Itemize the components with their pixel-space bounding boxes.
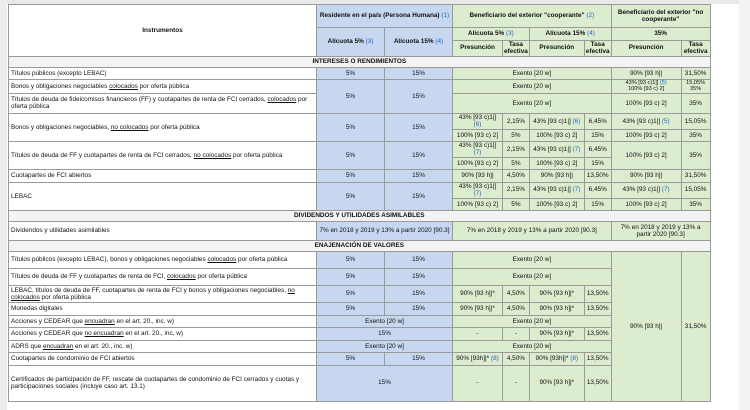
cell-presuncion: 90% [93 h]| bbox=[453, 170, 503, 183]
presuncion-text: 100% [93 c) 2] bbox=[628, 86, 665, 93]
cell-presuncion bbox=[529, 113, 584, 129]
row-label-text: Títulos de deuda de FF y cuotapartes de renta de FCI cerrados, bbox=[11, 151, 194, 159]
cell-presuncion-nocoop: 90% [93 h]| bbox=[611, 252, 681, 402]
cell-dash: - bbox=[503, 328, 530, 341]
cell-value: 15% bbox=[385, 182, 453, 210]
footnote-ref-8[interactable]: (8) bbox=[570, 355, 579, 363]
cell-value: 5% bbox=[317, 182, 385, 210]
section-dividendos: DIVIDENDOS Y UTILIDADES ASIMILABLES bbox=[9, 211, 711, 222]
row-label bbox=[9, 80, 317, 94]
cell-exento: Exento [20 w] bbox=[453, 93, 612, 113]
cell-tasa: 13,50% bbox=[584, 286, 611, 303]
footnote-ref-8[interactable]: (8) bbox=[490, 355, 499, 363]
table-row bbox=[9, 142, 711, 158]
row-label-text: Títulos de deuda de fideicomisos financieros (FF) y cuotapartes de renta de FCI cerrados, bbox=[11, 95, 268, 103]
cell-presuncion: 90% [93 h]| bbox=[611, 170, 681, 183]
cell-exento: Exento [20 w] bbox=[453, 315, 612, 328]
table-row bbox=[9, 67, 711, 80]
footnote-ref-4b[interactable]: (4) bbox=[587, 30, 595, 38]
row-label bbox=[9, 340, 317, 353]
header-cooperante bbox=[453, 5, 612, 28]
cell-tasa: 6,45% bbox=[584, 142, 611, 158]
cell-value: 5% bbox=[317, 269, 385, 286]
header-tasa-efectiva: Tasa efectiva bbox=[504, 40, 528, 55]
cell-exento: Exento [20 w] bbox=[453, 80, 612, 94]
footnote-ref-7[interactable]: (7) bbox=[572, 186, 581, 194]
cell-value: 15% bbox=[385, 67, 453, 80]
cell-presuncion: 100% [93 c) 2] bbox=[453, 129, 503, 142]
cell-presuncion: 90% [93 h]|* bbox=[453, 286, 503, 303]
cell-tasa: 15% bbox=[584, 198, 611, 211]
row-label bbox=[9, 286, 317, 303]
table-row bbox=[9, 182, 711, 198]
table-row bbox=[9, 113, 711, 129]
row-label: Títulos públicos (excepto LEBAC) bbox=[9, 67, 317, 80]
header-nocoop-text: Beneficiario del exterior "no cooperante" bbox=[617, 8, 704, 23]
header-residente bbox=[317, 5, 453, 28]
cell-tasa: 2,15% bbox=[503, 113, 530, 129]
presuncion-text: 43% [93 c)1|] bbox=[533, 186, 571, 194]
row-label: Dividendos y utilidades asimilables bbox=[9, 222, 317, 241]
cell-value: 15% bbox=[385, 170, 453, 183]
cell-tasa: 5% bbox=[503, 198, 530, 211]
cell-presuncion: 100% [93 c) 2] bbox=[529, 129, 584, 142]
cell-exento: Exento [20 w] bbox=[453, 269, 612, 286]
tax-rates-table bbox=[8, 4, 711, 402]
header-coop-alic5 bbox=[453, 28, 530, 41]
cell-tasa: 31,50% bbox=[681, 67, 710, 80]
cell-dividendos-coop: 7% en 2018 y 2019 y 13% a partir 2020 [90.3] bbox=[453, 222, 612, 241]
row-label-text: en el art. 20., inc. w) bbox=[114, 317, 175, 325]
presuncion-text: 43% [93 c)1|] bbox=[533, 117, 571, 125]
cell-tasa: 15,05% bbox=[681, 182, 710, 198]
row-label-text: LEBAC, títulos de deuda de FF, cuotapartes de renta de FCI y bonos y obligaciones negociables, bbox=[11, 286, 288, 294]
row-label-text: Acciones y CEDEAR que bbox=[11, 317, 85, 325]
header-coop-alic15 bbox=[529, 28, 611, 41]
row-label: Cuotapartes de condominio de FCI abiertos bbox=[9, 353, 317, 366]
row-label: Cuotapartes de FCI abiertos bbox=[9, 170, 317, 183]
footnote-ref-2[interactable]: (2) bbox=[586, 12, 595, 20]
cell-value: 15% bbox=[317, 365, 453, 401]
cell-dividendos-nocoop: 7% en 2018 y 2019 y 13% a partir 2020 [90.3] bbox=[611, 222, 710, 241]
row-label: LEBAC bbox=[9, 182, 317, 210]
cell-tasa: 13,50% bbox=[584, 365, 611, 401]
cell-tasa: 13,50% bbox=[584, 170, 611, 183]
section-intereses: INTERESES O RENDIMIENTOS bbox=[9, 56, 711, 67]
row-label-emphasis: no colocados bbox=[193, 151, 232, 159]
cell-presuncion: 100% [93 c) 2] bbox=[611, 198, 681, 211]
row-label bbox=[9, 269, 317, 286]
cell-presuncion bbox=[453, 142, 503, 158]
footnote-ref-6[interactable]: (6) bbox=[572, 117, 581, 125]
table-row bbox=[9, 315, 711, 328]
row-label-text: Bonos y obligaciones negociables, bbox=[11, 123, 111, 131]
cell-presuncion: 100% [93 c) 2] bbox=[611, 142, 681, 170]
cell-tasa-nocoop: 31,50% bbox=[681, 252, 710, 402]
footnote-ref-7[interactable]: (7) bbox=[473, 190, 482, 198]
cell-presuncion: 90% [93 h]|* bbox=[529, 365, 584, 401]
cell-exento: Exento [20 w] bbox=[317, 315, 453, 328]
cell-presuncion: 100% [93 c) 2] bbox=[453, 198, 503, 211]
row-label-text: en el art. 20., inc. w) bbox=[73, 342, 133, 350]
row-label bbox=[9, 328, 317, 341]
header-coop-text: Beneficiario del exterior "cooperante" bbox=[469, 12, 585, 20]
cell-tasa: 13,50% bbox=[584, 353, 611, 366]
header-presuncion: Presunción bbox=[611, 40, 681, 56]
cell-presuncion: 90% [93 h]| bbox=[611, 67, 681, 80]
row-label-text: por oferta pública bbox=[195, 273, 247, 281]
cell-presuncion bbox=[529, 182, 584, 198]
table-row bbox=[9, 340, 711, 353]
cell-value: 15% bbox=[317, 328, 453, 341]
row-label-emphasis: colocados bbox=[207, 256, 237, 264]
row-label-text: por oferta pública bbox=[231, 151, 283, 159]
row-label-emphasis: encuadran bbox=[42, 342, 74, 350]
table-row bbox=[9, 303, 711, 316]
presuncion-text: 43% [93 c)1|] bbox=[458, 142, 497, 150]
header-alic5-res bbox=[317, 28, 385, 57]
cell-tasa: 5% bbox=[503, 157, 530, 170]
cell-presuncion bbox=[453, 353, 503, 366]
table-row bbox=[9, 365, 711, 401]
header-no-cooperante bbox=[611, 5, 710, 28]
cell-tasa: 4,50% bbox=[503, 353, 530, 366]
cell-presuncion bbox=[611, 80, 681, 94]
cell-exento: Exento [20 w] bbox=[317, 340, 453, 353]
table-row bbox=[9, 222, 711, 241]
table-row bbox=[9, 80, 711, 94]
cell-presuncion bbox=[453, 113, 503, 129]
cell-tasa: 15% bbox=[584, 157, 611, 170]
presuncion-text: 43% [93 c)1|] bbox=[533, 145, 571, 153]
tax-table-container bbox=[8, 4, 711, 402]
cell-tasa: 5% bbox=[503, 129, 530, 142]
cell-tasa: 31,50% bbox=[681, 170, 710, 183]
cell-tasa: 35% bbox=[681, 142, 710, 170]
tasa-text: 15,05% bbox=[686, 80, 706, 86]
row-label bbox=[9, 113, 317, 141]
cell-value: 5% bbox=[317, 113, 385, 141]
cell-exento: Exento [20 w] bbox=[453, 67, 612, 80]
tasa-text: 35% bbox=[690, 86, 702, 93]
cell-value: 15% bbox=[385, 286, 453, 303]
cell-value: 5% bbox=[317, 303, 385, 316]
header-instrumentos bbox=[9, 5, 317, 57]
footnote-ref-7[interactable]: (7) bbox=[572, 145, 581, 153]
presuncion-text: 90% [93h]|* bbox=[456, 355, 490, 363]
cell-presuncion: 90% [93 h]|* bbox=[529, 303, 584, 316]
row-label-text: ADRS que bbox=[11, 342, 43, 350]
table-row bbox=[9, 170, 711, 183]
cell-value: 15% bbox=[385, 113, 453, 141]
row-label-emphasis: no encuadran bbox=[84, 330, 124, 338]
cell-tasa: 35% bbox=[681, 198, 710, 211]
cell-value: 5% bbox=[317, 170, 385, 183]
row-label-text: Bonos y obligaciones negociables bbox=[11, 82, 110, 90]
row-label-emphasis: no colocados bbox=[110, 123, 149, 131]
cell-exento: Exento [20 w] bbox=[453, 252, 612, 269]
cell-tasa: 4,50% bbox=[503, 170, 530, 183]
cell-value: 5% bbox=[317, 252, 385, 269]
cell-value: 15% bbox=[385, 142, 453, 170]
header-alic5-text: Alícuota 5% bbox=[327, 38, 364, 46]
cell-tasa: 4,50% bbox=[503, 286, 530, 303]
cell-tasa: 15% bbox=[584, 129, 611, 142]
cell-presuncion: 90% [93 h]|* bbox=[529, 328, 584, 341]
cell-tasa: 35% bbox=[681, 129, 710, 142]
footnote-ref-6[interactable]: (6) bbox=[473, 121, 482, 129]
cell-presuncion bbox=[611, 113, 681, 129]
header-presuncion: Presunción bbox=[529, 40, 584, 56]
header-instrumentos-text: Instrumentos bbox=[142, 26, 183, 34]
footnote-ref-7[interactable]: (7) bbox=[661, 186, 670, 194]
row-label-emphasis: colocados bbox=[166, 273, 196, 281]
row-label-text: por oferta pública bbox=[137, 82, 190, 90]
cell-value: 5% bbox=[317, 67, 385, 80]
presuncion-text: 90% [93h]|* bbox=[535, 355, 569, 363]
header-nocoop-rate: 35% bbox=[611, 28, 710, 41]
cell-presuncion: 90% [93 h]|* bbox=[453, 303, 503, 316]
cell-presuncion bbox=[529, 353, 584, 366]
header-coop-alic15-text: Alícuota 15% bbox=[545, 30, 586, 38]
table-row bbox=[9, 353, 711, 366]
presuncion-text: 43% [93 c)1|] bbox=[622, 186, 661, 194]
cell-tasa: 4,50% bbox=[503, 303, 530, 316]
cell-tasa: 2,15% bbox=[503, 182, 530, 198]
row-label-text: por oferta pública bbox=[148, 123, 200, 131]
cell-tasa: 6,45% bbox=[584, 113, 611, 129]
cell-dividendos-res: 7% en 2018 y 2019 y 13% a partir 2020 [90.3] bbox=[317, 222, 453, 241]
row-label-emphasis: colocados bbox=[267, 95, 297, 103]
footnote-ref-3b[interactable]: (3) bbox=[506, 30, 514, 38]
presuncion-text: 43% [93 c)1|] bbox=[622, 117, 661, 125]
cell-presuncion: 100% [93 c) 2] bbox=[611, 93, 681, 113]
cell-presuncion: 100% [93 c) 2] bbox=[529, 198, 584, 211]
row-label bbox=[9, 252, 317, 269]
header-presuncion: Presunción bbox=[453, 40, 503, 56]
cell-tasa: 6,45% bbox=[584, 182, 611, 198]
footnote-ref-4[interactable]: (4) bbox=[435, 38, 444, 46]
presuncion-text: 43% [93 c)1|] bbox=[625, 80, 659, 86]
row-label-text: por oferta pública bbox=[236, 256, 288, 264]
row-label: Certificados de participación de FF, rescate de cuotapartes de condominio de FCI cerrados y cuotas y participaciones sociales (incluye caso art. 13.1) bbox=[9, 365, 317, 401]
cell-dash: - bbox=[503, 365, 530, 401]
header-coop-alic5-text: Alícuota 5% bbox=[467, 30, 505, 38]
presuncion-text: 43% [93 c)1|] bbox=[458, 182, 497, 190]
footnote-ref-5[interactable]: (5) bbox=[661, 117, 670, 125]
row-label bbox=[9, 315, 317, 328]
left-gutter bbox=[0, 0, 7, 410]
cell-value: 15% bbox=[385, 303, 453, 316]
cell-dash: - bbox=[453, 328, 503, 341]
cell-tasa: 2,15% bbox=[503, 142, 530, 158]
cell-tasa bbox=[681, 80, 710, 94]
table-row bbox=[9, 252, 711, 269]
cell-value: 15% bbox=[385, 269, 453, 286]
cell-value: 15% bbox=[385, 80, 453, 114]
row-label-text: Títulos de deuda de FF y cuotapartes de renta de FCI, bbox=[11, 273, 167, 281]
header-residente-text: Residente en el país (Persona Humana) bbox=[319, 12, 440, 20]
cell-presuncion: 90% [93 h]|* bbox=[529, 286, 584, 303]
cell-presuncion: 90% [93 h]| bbox=[529, 170, 584, 183]
cell-tasa: 13,50% bbox=[584, 328, 611, 341]
row-label-text: Títulos públicos (excepto LEBAC), bonos y obligaciones negociables bbox=[11, 256, 208, 264]
row-label bbox=[9, 93, 317, 113]
cell-value: 15% bbox=[385, 353, 453, 366]
presuncion-text: 43% [93 c)1|] bbox=[458, 113, 497, 121]
header-alic15-res bbox=[385, 28, 453, 57]
cell-presuncion bbox=[529, 142, 584, 158]
right-gutter bbox=[739, 0, 750, 410]
footnote-ref-7[interactable]: (7) bbox=[473, 149, 482, 157]
cell-value: 5% bbox=[317, 286, 385, 303]
cell-presuncion: 100% [93 c) 2] bbox=[611, 129, 681, 142]
row-label-text: por oferta pública bbox=[11, 95, 308, 111]
table-row bbox=[9, 328, 711, 341]
footnote-ref-5[interactable]: (5) bbox=[659, 80, 667, 86]
cell-presuncion bbox=[611, 182, 681, 198]
row-label-text: por oferta pública bbox=[39, 294, 91, 301]
header-alic15-text: Alícuota 15% bbox=[393, 38, 434, 46]
row-label bbox=[9, 142, 317, 170]
cell-presuncion bbox=[453, 182, 503, 198]
cell-tasa: 13,50% bbox=[584, 303, 611, 316]
row-label: Monedas digitales bbox=[9, 303, 317, 316]
cell-presuncion: 100% [93 c) 2] bbox=[453, 157, 503, 170]
footnote-ref-1[interactable]: (1) bbox=[441, 12, 450, 20]
header-tasa-efectiva: Tasa efectiva bbox=[681, 40, 710, 56]
table-row bbox=[9, 286, 711, 303]
cell-dash: - bbox=[453, 365, 503, 401]
row-label-text: en el art. 20., inc. w) bbox=[123, 330, 183, 338]
row-label-text: Acciones y CEDEAR que bbox=[11, 330, 85, 338]
row-label-emphasis: no colocados bbox=[11, 286, 295, 301]
cell-tasa: 15,05% bbox=[681, 113, 710, 129]
cell-presuncion: 100% [93 c) 2] bbox=[529, 157, 584, 170]
cell-exento: Exento [20 w] bbox=[453, 340, 612, 353]
table-row bbox=[9, 269, 711, 286]
cell-value: 15% bbox=[385, 252, 453, 269]
section-enajenacion: ENAJENACIÓN DE VALORES bbox=[9, 241, 711, 252]
cell-tasa: 35% bbox=[681, 93, 710, 113]
header-tasa-efectiva: Tasa efectiva bbox=[585, 40, 610, 55]
footnote-ref-3[interactable]: (3) bbox=[365, 38, 374, 46]
row-label-emphasis: encuadran bbox=[84, 317, 115, 325]
cell-value: 5% bbox=[317, 80, 385, 114]
row-label-emphasis: colocados bbox=[109, 82, 138, 90]
cell-value: 5% bbox=[317, 353, 385, 366]
cell-value: 5% bbox=[317, 142, 385, 170]
